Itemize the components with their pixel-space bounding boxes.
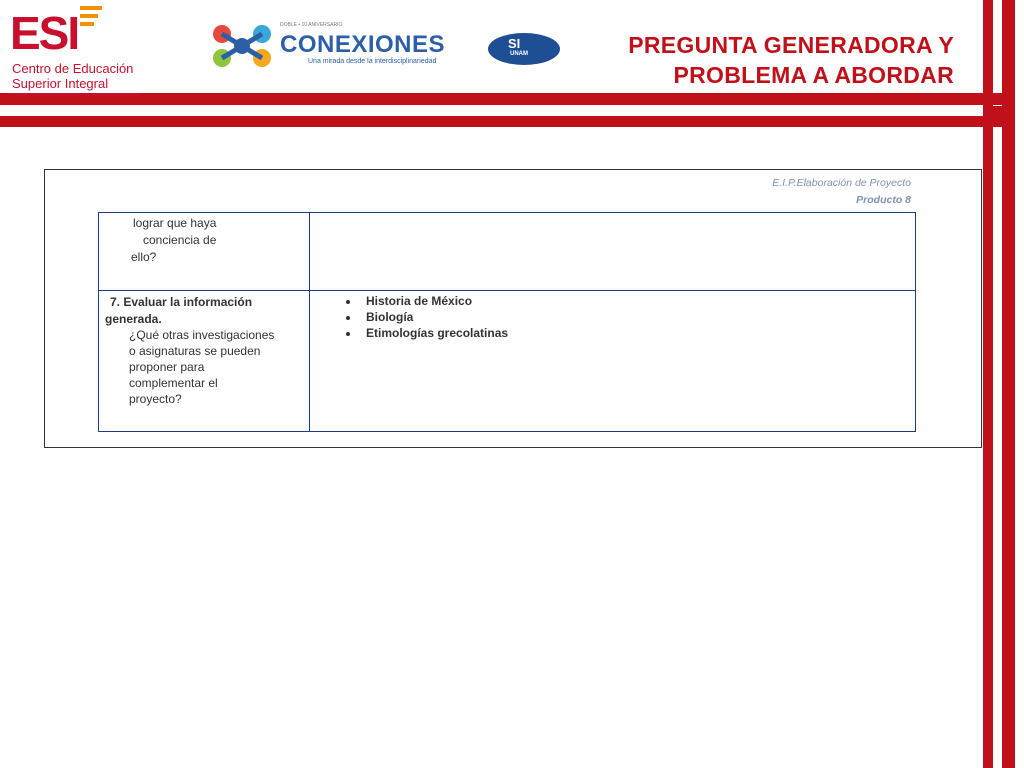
page-title-line1: PREGUNTA GENERADORA Y — [628, 32, 954, 58]
list-item: • Historia de México — [360, 293, 909, 309]
right-red-bar-inner — [983, 0, 993, 768]
conexiones-small-text: DOBLE • 10 ANIVERSARIO — [280, 22, 343, 28]
page-title-line2: PROBLEMA A ABORDAR — [673, 62, 954, 88]
esi-logo-letters: ESI — [10, 7, 79, 59]
document-header-line1: E.I.P.Elaboración de Proyecto — [772, 177, 911, 189]
conexiones-logo — [210, 20, 460, 75]
document-header — [772, 175, 911, 209]
row1-line3: ello? — [131, 250, 157, 264]
table-cell-question — [99, 291, 310, 432]
esi-logo — [10, 4, 145, 94]
si-unam-logo — [488, 33, 562, 67]
table-cell-question — [99, 213, 310, 291]
red-bar-connector — [993, 106, 1002, 116]
table-cell-answer — [310, 291, 916, 432]
row1-line1: lograr que haya — [133, 216, 217, 230]
list-item: • Etimologías grecolatinas — [360, 325, 909, 341]
esi-logo-stripes — [80, 6, 102, 30]
row2-sub-line: complementar el — [129, 376, 218, 390]
document-header-line2: Producto 8 — [856, 194, 911, 206]
row2-sub-line: ¿Qué otras investigaciones — [129, 328, 275, 342]
row2-sub-line: o asignaturas se pueden — [129, 344, 261, 358]
table-row — [99, 291, 916, 432]
si-unam-oval — [488, 33, 560, 65]
table-row — [99, 213, 916, 291]
row2-question-line1: 7. Evaluar la información — [110, 295, 253, 309]
conexiones-wordmark: CONEXIONES — [280, 31, 446, 58]
row2-question-line2: generada. — [105, 312, 162, 326]
esi-logo-underline — [10, 93, 140, 95]
document-frame — [44, 169, 982, 448]
conexiones-tagline: Una mirada desde la interdisciplinariedad — [308, 58, 437, 65]
table-cell-answer — [310, 213, 916, 291]
subject-list — [316, 293, 909, 341]
si-unam-main: SI — [508, 36, 521, 51]
esi-logo-text — [12, 61, 133, 91]
list-item: • Biología — [360, 309, 909, 325]
header-red-bar-top — [0, 93, 1004, 105]
right-red-bar-outer — [1002, 0, 1015, 768]
esi-logo-line1: Centro de Educación — [12, 61, 134, 76]
si-unam-sub: UNAM — [510, 51, 528, 57]
row2-sub-line: proyecto? — [129, 392, 182, 406]
row2-sub-line: proponer para — [129, 360, 205, 374]
header-red-bar-bottom — [0, 116, 1004, 127]
row1-line2: conciencia de — [143, 233, 217, 247]
project-table — [98, 212, 916, 432]
esi-logo-line2: Superior Integral — [12, 76, 109, 91]
conexiones-mark-icon — [210, 22, 274, 70]
page-title — [628, 30, 954, 90]
